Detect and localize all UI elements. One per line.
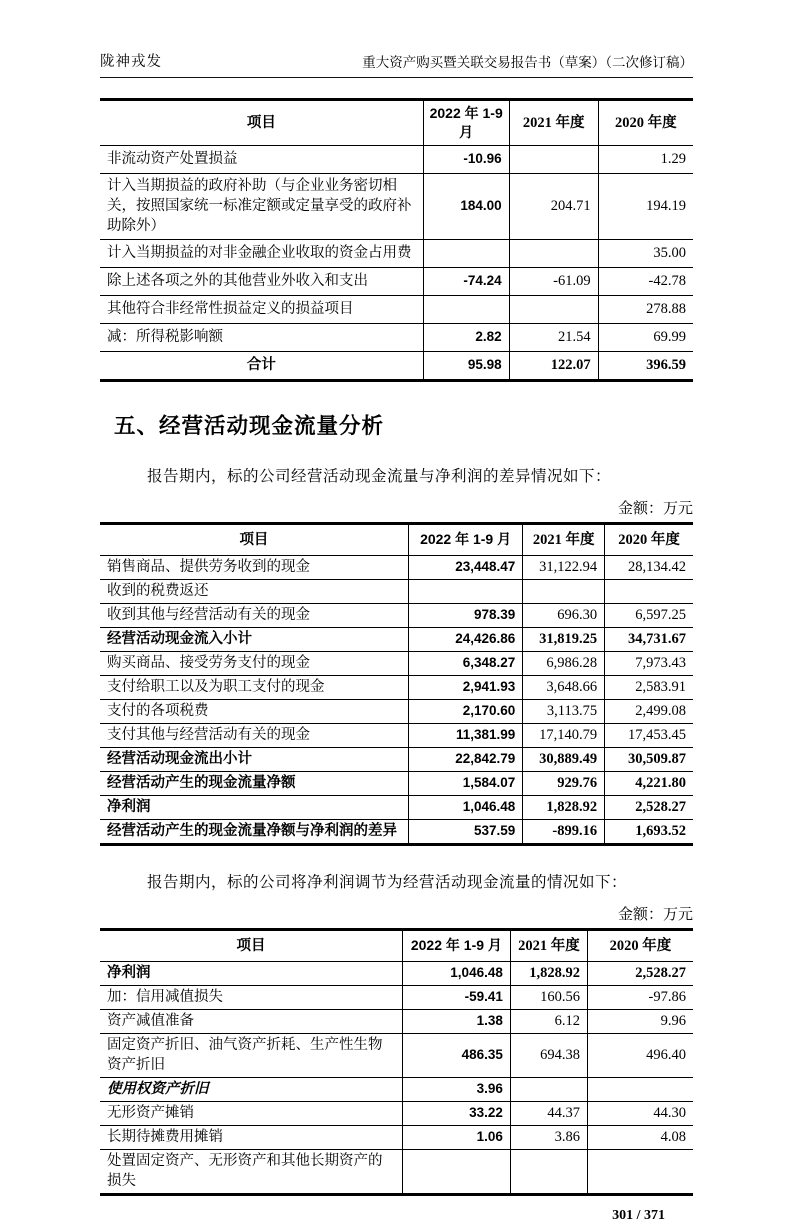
table-row bbox=[100, 699, 693, 723]
table-row bbox=[100, 603, 693, 627]
table-row bbox=[100, 675, 693, 699]
value-2020 bbox=[587, 1077, 693, 1101]
table-row bbox=[100, 579, 693, 603]
value-2021: 30,889.49 bbox=[523, 747, 605, 771]
value-2020: 1,693.52 bbox=[635, 823, 686, 840]
table-row bbox=[100, 323, 693, 351]
column-header-item: 项目 bbox=[100, 929, 402, 961]
value-2021: 1,828.92 bbox=[523, 795, 605, 819]
table-row bbox=[100, 795, 693, 819]
value-2021: 6,986.28 bbox=[523, 651, 605, 675]
value-2020: 2,528.27 bbox=[605, 795, 693, 819]
table-row bbox=[100, 961, 693, 985]
amount-unit-label: 金额：万元 bbox=[617, 906, 693, 923]
value-2021: 122.07 bbox=[509, 351, 598, 380]
table-row bbox=[100, 651, 693, 675]
value-2021 bbox=[509, 295, 598, 323]
value-2020: 4.08 bbox=[587, 1125, 693, 1149]
table-row bbox=[100, 771, 693, 795]
row-item-label: 合计 bbox=[100, 351, 423, 380]
row-item-label: 支付给职工以及为职工支付的现金 bbox=[100, 675, 408, 699]
value-2022 bbox=[423, 239, 509, 267]
value-2020: 30,509.87 bbox=[605, 747, 693, 771]
value-2020: -97.86 bbox=[587, 985, 693, 1009]
value-2020: 9.96 bbox=[587, 1009, 693, 1033]
row-item-label: 资产减值准备 bbox=[100, 1009, 402, 1033]
column-header-2022: 2022 年 1-9 月 bbox=[408, 523, 522, 555]
value-2020: 4,221.80 bbox=[605, 771, 693, 795]
value-2022: 3.96 bbox=[402, 1077, 510, 1101]
value-2022: -10.96 bbox=[423, 145, 509, 173]
value-2022: 1.38 bbox=[402, 1009, 510, 1033]
column-header-2020: 2020 年度 bbox=[605, 523, 693, 555]
value-2021 bbox=[509, 239, 598, 267]
value-2020: 2,583.91 bbox=[605, 675, 693, 699]
value-2020: -42.78 bbox=[598, 267, 693, 295]
value-2022: 33.22 bbox=[402, 1101, 510, 1125]
value-2022: 95.98 bbox=[423, 351, 509, 380]
value-2022: 1,584.07 bbox=[408, 771, 522, 795]
value-2021: 31,819.25 bbox=[523, 627, 605, 651]
value-2021: 3,113.75 bbox=[523, 699, 605, 723]
row-item-label: 经营活动现金流出小计 bbox=[100, 747, 408, 771]
value-2020: 1.29 bbox=[598, 145, 693, 173]
value-2021 bbox=[510, 1077, 587, 1101]
row-item-label: 非流动资产处置损益 bbox=[100, 145, 423, 173]
value-2021 bbox=[523, 579, 605, 603]
table-row bbox=[100, 1077, 693, 1101]
value-2020: 44.30 bbox=[587, 1101, 693, 1125]
table-row bbox=[100, 295, 693, 323]
column-header-item: 项目 bbox=[100, 100, 423, 146]
non-recurring-items-table bbox=[100, 98, 693, 382]
value-2020: 35.00 bbox=[598, 239, 693, 267]
value-2022: -74.24 bbox=[423, 267, 509, 295]
value-2021: 204.71 bbox=[509, 173, 598, 239]
value-2022 bbox=[402, 1149, 510, 1194]
value-2022: 2,941.93 bbox=[408, 675, 522, 699]
value-2021: 3,648.66 bbox=[523, 675, 605, 699]
row-item-label: 购买商品、接受劳务支付的现金 bbox=[100, 651, 408, 675]
table-row bbox=[100, 1149, 693, 1194]
row-item-label: 处置固定资产、无形资产和其他长期资产的损失 bbox=[100, 1149, 402, 1194]
row-item-label: 固定资产折旧、油气资产折耗、生产性生物资产折旧 bbox=[100, 1033, 402, 1077]
value-2021: -61.09 bbox=[509, 267, 598, 295]
row-item-label: 减：所得税影响额 bbox=[100, 323, 423, 351]
table-row bbox=[100, 819, 693, 844]
value-2021 bbox=[509, 145, 598, 173]
table-row bbox=[100, 627, 693, 651]
row-item-label: 长期待摊费用摊销 bbox=[100, 1125, 402, 1149]
row-item-label: 净利润 bbox=[100, 961, 402, 985]
value-2022: 24,426.86 bbox=[408, 627, 522, 651]
row-item-label: 经营活动现金流入小计 bbox=[100, 627, 408, 651]
table-row bbox=[100, 1009, 693, 1033]
value-2020: 17,453.45 bbox=[605, 723, 693, 747]
operating-cash-flow-table bbox=[100, 522, 693, 846]
row-item-label: 净利润 bbox=[100, 795, 408, 819]
column-header-2021: 2021 年度 bbox=[509, 100, 598, 146]
value-2020 bbox=[587, 1149, 693, 1194]
column-header-2021: 2021 年度 bbox=[510, 929, 587, 961]
table-header-row bbox=[100, 523, 693, 555]
section-heading: 五、经营活动现金流量分析 bbox=[114, 413, 385, 438]
table-row bbox=[100, 267, 693, 295]
paragraph-net-profit-adjustment: 报告期内，标的公司将净利润调节为经营活动现金流量的情况如下： bbox=[147, 873, 628, 891]
row-item-label: 支付其他与经营活动有关的现金 bbox=[100, 723, 408, 747]
value-2021: 160.56 bbox=[510, 985, 587, 1009]
row-item-label: 加：信用减值损失 bbox=[100, 985, 402, 1009]
table-row bbox=[100, 985, 693, 1009]
table-row bbox=[100, 747, 693, 771]
value-2020: 2,499.08 bbox=[605, 699, 693, 723]
table-header-row bbox=[100, 100, 693, 146]
value-2020: 496.40 bbox=[587, 1033, 693, 1077]
value-2022: 6,348.27 bbox=[408, 651, 522, 675]
value-2021: 929.76 bbox=[523, 771, 605, 795]
value-2021: 17,140.79 bbox=[523, 723, 605, 747]
value-2022: 978.39 bbox=[408, 603, 522, 627]
value-2021: 696.30 bbox=[523, 603, 605, 627]
value-2021 bbox=[510, 1149, 587, 1194]
value-2020: 2,528.27 bbox=[587, 961, 693, 985]
value-2022: 22,842.79 bbox=[408, 747, 522, 771]
net-profit-adjustment-table bbox=[100, 928, 693, 1196]
value-2021: 44.37 bbox=[510, 1101, 587, 1125]
value-2021: 3.86 bbox=[510, 1125, 587, 1149]
column-header-2021: 2021 年度 bbox=[523, 523, 605, 555]
value-2020: 6,597.25 bbox=[605, 603, 693, 627]
value-2022: -59.41 bbox=[402, 985, 510, 1009]
column-header-2020: 2020 年度 bbox=[587, 929, 693, 961]
paragraph-cash-flow-difference: 报告期内，标的公司经营活动现金流量与净利润的差异情况如下： bbox=[147, 467, 612, 485]
table-row bbox=[100, 351, 693, 380]
value-2022: 486.35 bbox=[402, 1033, 510, 1077]
value-2020: 34,731.67 bbox=[605, 627, 693, 651]
value-2021: 694.38 bbox=[510, 1033, 587, 1077]
value-2020: 278.88 bbox=[598, 295, 693, 323]
table-row bbox=[100, 1033, 693, 1077]
value-2022: 1,046.48 bbox=[402, 961, 510, 985]
row-item-label: 销售商品、提供劳务收到的现金 bbox=[100, 555, 408, 579]
value-2022: 1.06 bbox=[402, 1125, 510, 1149]
table-row bbox=[100, 145, 693, 173]
table-row bbox=[100, 173, 693, 239]
value-2020: 69.99 bbox=[598, 323, 693, 351]
row-item-label: 计入当期损益的政府补助（与企业业务密切相关，按照国家统一标准定额或定量享受的政府补助除外） bbox=[100, 173, 423, 239]
value-2022 bbox=[423, 295, 509, 323]
table-row bbox=[100, 555, 693, 579]
value-2022 bbox=[408, 579, 522, 603]
value-2022: 537.59 bbox=[408, 819, 522, 844]
table-row bbox=[100, 239, 693, 267]
value-2020: 28,134.42 bbox=[605, 555, 693, 579]
value-2021: 6.12 bbox=[510, 1009, 587, 1033]
row-item-label: 无形资产摊销 bbox=[100, 1101, 402, 1125]
table-row bbox=[100, 723, 693, 747]
value-2022: 1,046.48 bbox=[408, 795, 522, 819]
row-item-label: 计入当期损益的对非金融企业收取的资金占用费 bbox=[100, 239, 423, 267]
row-item-label: 收到其他与经营活动有关的现金 bbox=[100, 603, 408, 627]
column-header-2020: 2020 年度 bbox=[598, 100, 693, 146]
value-2022: 2,170.60 bbox=[408, 699, 522, 723]
header-report-title: 重大资产购买暨关联交易报告书（草案）（二次修订稿） bbox=[362, 55, 693, 70]
value-2021: 31,122.94 bbox=[523, 555, 605, 579]
value-2022: 23,448.47 bbox=[408, 555, 522, 579]
table-header-row bbox=[100, 929, 693, 961]
value-2020: 194.19 bbox=[598, 173, 693, 239]
value-2022: 11,381.99 bbox=[408, 723, 522, 747]
column-header-2022: 2022 年 1-9 月 bbox=[402, 929, 510, 961]
amount-unit-label: 金额：万元 bbox=[617, 500, 693, 517]
page-number: 301 / 371 bbox=[612, 1207, 665, 1223]
value-2021: -899.16 bbox=[523, 819, 605, 844]
running-header bbox=[100, 50, 693, 78]
value-2021: 21.54 bbox=[509, 323, 598, 351]
row-item-label: 除上述各项之外的其他营业外收入和支出 bbox=[100, 267, 423, 295]
value-2022: 2.82 bbox=[423, 323, 509, 351]
value-2022: 184.00 bbox=[423, 173, 509, 239]
column-header-item: 项目 bbox=[100, 523, 408, 555]
row-item-label: 收到的税费返还 bbox=[100, 579, 408, 603]
column-header-2022: 2022 年 1-9 月 bbox=[423, 100, 509, 146]
row-item-label: 支付的各项税费 bbox=[100, 699, 408, 723]
header-company-name: 陇神戎发 bbox=[100, 54, 162, 70]
table-row bbox=[100, 1125, 693, 1149]
row-item-label: 使用权资产折旧 bbox=[100, 1077, 402, 1101]
row-item-label: 经营活动产生的现金流量净额与净利润的差异 bbox=[100, 819, 408, 844]
value-2020: 396.59 bbox=[646, 357, 686, 374]
value-2020: 7,973.43 bbox=[605, 651, 693, 675]
value-2021: 1,828.92 bbox=[510, 961, 587, 985]
value-2020 bbox=[605, 579, 693, 603]
row-item-label: 经营活动产生的现金流量净额 bbox=[100, 771, 408, 795]
row-item-label: 其他符合非经常性损益定义的损益项目 bbox=[100, 295, 423, 323]
